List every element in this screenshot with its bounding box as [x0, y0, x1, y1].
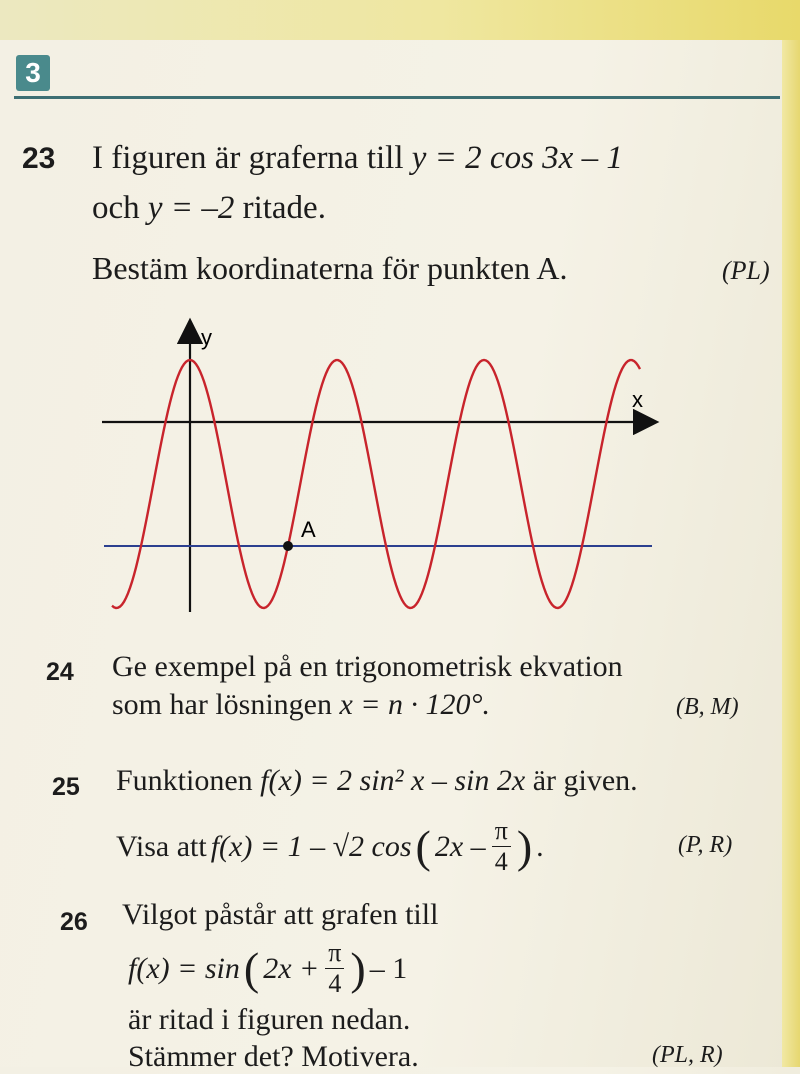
- close-paren: ): [350, 942, 366, 994]
- problem-25-tag: (P, R): [678, 832, 733, 858]
- open-paren: (: [415, 820, 431, 872]
- problem-23-line-1: I figuren är graferna till y = 2 cos 3x – 1: [92, 140, 623, 176]
- chapter-badge: 3: [16, 55, 50, 91]
- problem-26-tag: (PL, R): [652, 1042, 723, 1068]
- pi-over-4-fraction: $\frac{\pi}{4}$: [325, 940, 344, 997]
- cosine-curve: [112, 360, 640, 608]
- problem-26-number: 26: [60, 908, 88, 936]
- problem-25-line-2: Visa att f(x) = 1 – √2 cos ( 2x – $\frac{\pi}{4}$ ) .: [116, 816, 544, 876]
- problem-25-number: 25: [52, 773, 80, 801]
- point-a: [283, 541, 293, 551]
- point-a-label: A: [301, 517, 316, 542]
- problem-23-number: 23: [22, 142, 56, 175]
- problem-23-line-2: och y = –2 ritade.: [92, 190, 326, 226]
- problem-26-line-4: Stämmer det? Motivera.: [128, 1040, 419, 1073]
- problem-26-line-3: är ritad i figuren nedan.: [128, 1003, 411, 1036]
- problem-23-task: Bestäm koordinaterna för punkten A.: [92, 250, 568, 286]
- y-axis-label: y: [201, 325, 212, 350]
- close-paren: ): [516, 820, 533, 872]
- problem-24-number: 24: [46, 658, 74, 686]
- problem-26-line-1: Vilgot påstår att grafen till: [122, 898, 439, 931]
- problem-23-tag: (PL): [722, 256, 770, 285]
- problem-24-line-2: som har lösningen x = n · 120°.: [112, 688, 491, 721]
- x-axis-label: x: [632, 387, 643, 412]
- problem-24-line-1: Ge exempel på en trigonometrisk ekvation: [112, 650, 623, 683]
- problem-24-tag: (B, M): [676, 694, 739, 720]
- problem-26-formula: f(x) = sin ( 2x + $\frac{\pi}{4}$ ) – 1: [128, 938, 408, 998]
- pi-over-4-fraction: $\frac{\pi}{4}$: [492, 818, 511, 875]
- problem-25-line-1: Funktionen f(x) = 2 sin² x – sin 2x är given.: [116, 764, 638, 797]
- open-paren: (: [243, 942, 260, 994]
